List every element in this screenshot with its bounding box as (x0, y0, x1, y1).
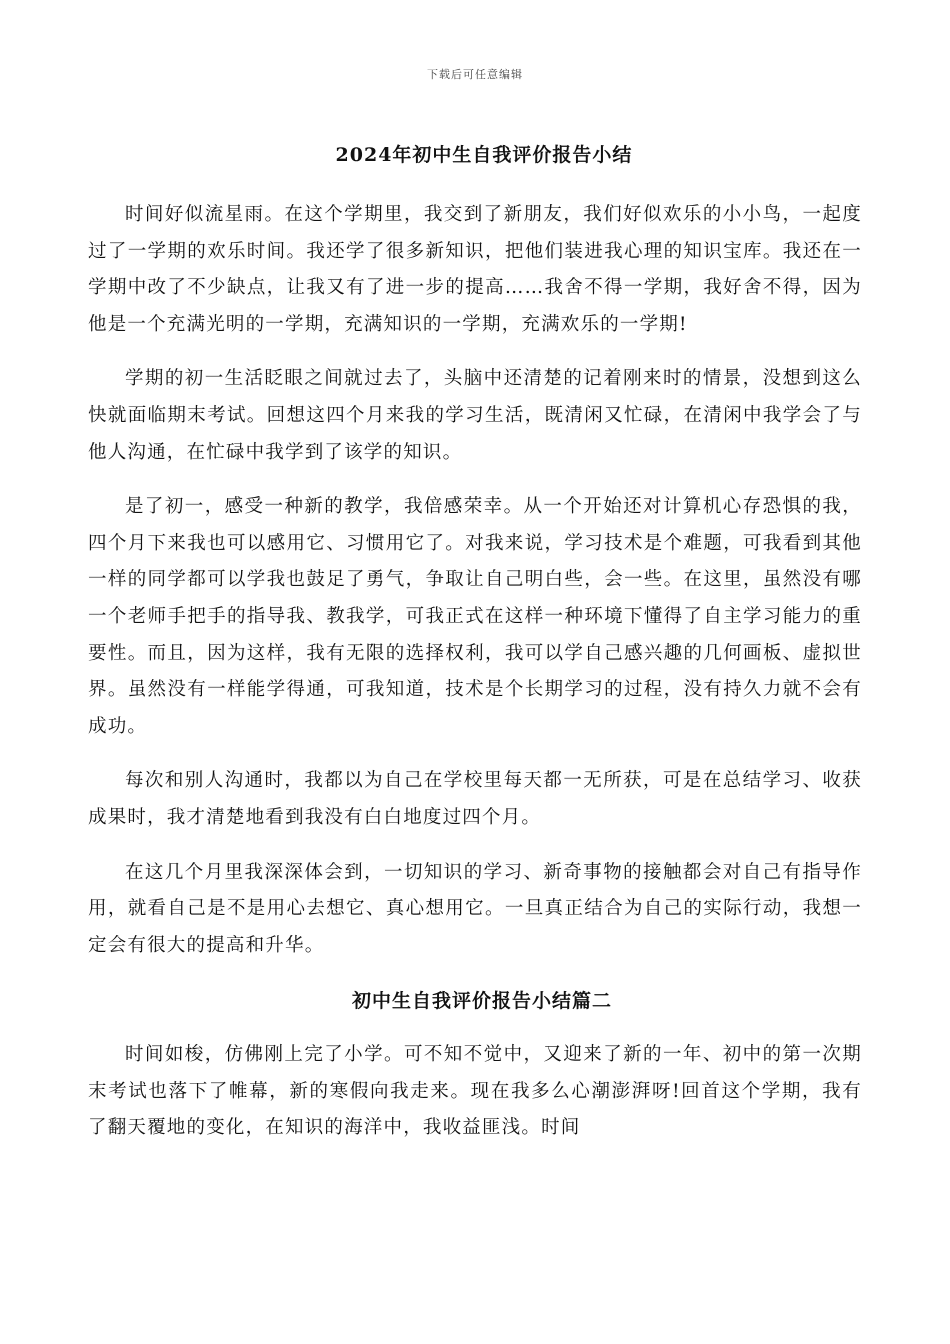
paragraph-5: 在这几个月里我深深体会到，一切知识的学习、新奇事物的接触都会对自己有指导作用，就看自己是不是用心去想它、真心想用它。一旦真正结合为自己的实际行动，我想一定会有很大的提高和升华。 (88, 861, 862, 956)
paragraph-2: 学期的初一生活眨眼之间就过去了，头脑中还清楚的记着刚来时的情景，没想到这么快就面临期末考试。回想这四个月来我的学习生活，既清闲又忙碌，在清闲中我学会了与他人沟通，在忙碌中我学到了该学的知识。 (88, 368, 862, 463)
section-two-title: 初中生自我评价报告小结篇二 (351, 990, 612, 1013)
section-two-paragraph-1: 时间如梭，仿佛刚上完了小学。可不知不觉中，又迎来了新的一年、初中的第一次期末考试也落下了帷幕，新的寒假向我走来。现在我多么心潮澎湃呀!回首这个学期，我有了翻天覆地的变化，在知识的海洋中，我收益匪浅。时间 (88, 1044, 862, 1139)
paragraph-4: 每次和别人沟通时，我都以为自己在学校里每天都一无所获，可是在总结学习、收获成果时，我才清楚地看到我没有白白地度过四个月。 (88, 770, 862, 828)
paragraph-1: 时间好似流星雨。在这个学期里，我交到了新朋友，我们好似欢乐的小小鸟，一起度过了一学期的欢乐时间。我还学了很多新知识，把他们装进我心理的知识宝库。我还在一学期中改了不少缺点，让我又有了进一步的提高……我舍不得一学期，我好舍不得，因为他是一个充满光明的一学期，充满知识的一学期，充满欢乐的一学期! (88, 204, 862, 335)
document-title: 2024年初中生自我评价报告小结 (335, 144, 633, 166)
document-body (88, 140, 862, 1165)
paragraph-3: 是了初一，感受一种新的教学，我倍感荣幸。从一个开始还对计算机心存恐惧的我，四个月下来我也可以感用它、习惯用它了。对我来说，学习技术是个难题，可我看到其他一样的同学都可以学我也鼓足了勇气，争取让自己明白些，会一些。在这里，虽然没有哪一个老师手把手的指导我、教我学，可我正式在这样一种环境下懂得了自主学习能力的重要性。而且，因为这样，我有无限的选择权利，我可以学自己感兴趣的几何画板、虚拟世界。虽然没有一样能学得通，可我知道，技术是个长期学习的过程，没有持久力就不会有成功。 (88, 496, 862, 737)
header-note: 下载后可任意编辑 (427, 68, 523, 81)
